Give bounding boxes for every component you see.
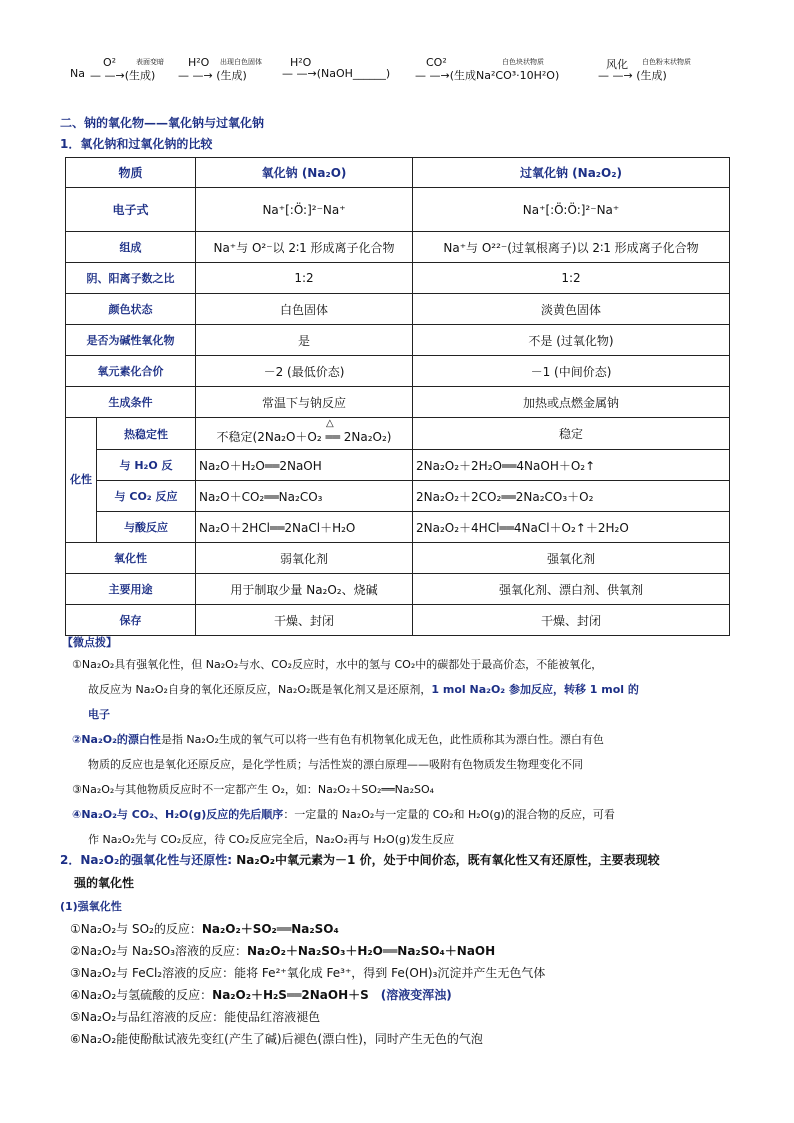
thermal-stability-na2o: 不稳定(2Na₂O＋O₂ ══ 2Na₂O₂): [216, 430, 392, 444]
note-1-line-b: 故反应为 Na₂O₂自身的氧化还原反应，Na₂O₂既是氧化剂又是还原剂，1 mol Na₂O₂ 参加反应，转移 1 mol 的: [88, 683, 639, 696]
reaction-chain: [70, 56, 790, 86]
table-row: [66, 294, 730, 325]
note-1-line-c: 电子: [88, 708, 110, 721]
prop-cell-na2o2: 2Na₂O₂＋2H₂O══4NaOH＋O₂↑: [413, 450, 730, 481]
list-item: ④Na₂O₂与氢硫酸的反应：Na₂O₂＋H₂S══2NaOH＋S (溶液变浑浊): [70, 988, 452, 1002]
table-row-prop: [66, 450, 730, 481]
table-row: [66, 574, 730, 605]
list-item: ②Na₂O₂与 Na₂SO₃溶液的反应：Na₂O₂＋Na₂SO₃＋H₂O══Na₂SO₄＋NaOH: [70, 944, 496, 958]
section-title: 二、钠的氧化物——氧化钠与过氧化钠: [60, 116, 265, 130]
chain-step4: — —→(生成Na²CO³·10H²O): [415, 69, 560, 82]
row-label: 生成条件: [66, 387, 196, 418]
prop-cell-na2o: Na₂O＋CO₂══Na₂CO₃: [196, 481, 413, 512]
cell-na2o2: 不是 (过氧化物): [413, 325, 730, 356]
cell-na2o: －2 (最低价态): [196, 356, 413, 387]
chain-o2: O²: [103, 56, 117, 69]
table-row-prop: [66, 481, 730, 512]
table-row: [66, 387, 730, 418]
notes-title: 【微点拨】: [62, 636, 117, 649]
cell-na2o: 弱氧化剂: [196, 543, 413, 574]
cell-na2o: 白色固体: [196, 294, 413, 325]
row-label: 氧化性: [66, 543, 196, 574]
cell-na2o: 用于制取少量 Na₂O₂、烧碱: [196, 574, 413, 605]
cell-na2o: Na⁺与 O²⁻以 2∶1 形成离子化合物: [196, 232, 413, 263]
table-row-prop: [66, 418, 730, 450]
prop-label: 与酸反应: [97, 512, 196, 543]
chain-na: Na: [70, 67, 85, 80]
header-na2o: 氧化钠 (Na₂O): [196, 158, 413, 188]
list-item: ⑤Na₂O₂与品红溶液的反应：能使品红溶液褪色: [70, 1010, 321, 1024]
chain-step2: — —→ (生成): [178, 69, 247, 82]
chain-co2: CO²: [426, 56, 447, 69]
chain-step4-note: 白色块状物质: [502, 58, 544, 66]
table-row: [66, 543, 730, 574]
table-row-prop: [66, 512, 730, 543]
prop-cell-na2o: Na₂O＋H₂O══2NaOH: [196, 450, 413, 481]
chain-weathering: 风化: [606, 58, 628, 71]
strong-oxidation-title: (1)强氧化性: [60, 900, 122, 913]
table-row: [66, 263, 730, 294]
list-item: ①Na₂O₂与 SO₂的反应：Na₂O₂＋SO₂══Na₂SO₄: [70, 922, 339, 936]
chain-step5: — —→ (生成): [598, 69, 667, 82]
cell-na2o2: －1 (中间价态): [413, 356, 730, 387]
cell-na2o2: 强氧化剂、漂白剂、供氧剂: [413, 574, 730, 605]
list-item: ⑥Na₂O₂能使酚酞试液先变红(产生了碱)后褪色(漂白性)，同时产生无色的气泡: [70, 1032, 483, 1046]
cell-na2o2: 干燥、封闭: [413, 605, 730, 636]
cell-na2o: 干燥、封闭: [196, 605, 413, 636]
chain-h2o-2: H²O: [290, 56, 312, 69]
row-label: 氧元素化合价: [66, 356, 196, 387]
heat-condition: △: [326, 418, 334, 429]
subsection-title-1: 1．氧化钠和过氧化钠的比较: [60, 137, 213, 151]
list-item: ③Na₂O₂与 FeCl₂溶液的反应：能将 Fe²⁺氧化成 Fe³⁺，得到 Fe(OH)₃沉淀并产生无色气体: [70, 966, 546, 980]
row-label-electron: 电子式: [66, 188, 196, 232]
cell-na2o: 常温下与钠反应: [196, 387, 413, 418]
prop-cell-na2o: Na₂O＋2HCl══2NaCl＋H₂O: [196, 512, 413, 543]
row-label: 主要用途: [66, 574, 196, 605]
note-4-line-a: ④Na₂O₂与 CO₂、H₂O(g)反应的先后顺序：一定量的 Na₂O₂与一定量的 CO₂和 H₂O(g)的混合物的反应，可看: [72, 808, 615, 821]
subsection-title-2: 2．Na₂O₂的强氧化性与还原性: Na₂O₂中氧元素为－1 价，处于中间价态，既有氧化性又有还原性，主要表现较: [60, 853, 660, 867]
table-row: [66, 232, 730, 263]
electron-formula-na2o: Na⁺[:Ö:]²⁻Na⁺: [196, 188, 413, 232]
electron-formula-na2o2: Na⁺[:Ö:Ö:]²⁻Na⁺: [413, 188, 730, 232]
row-label: 组成: [66, 232, 196, 263]
row-label: 是否为碱性氧化物: [66, 325, 196, 356]
chain-step1: — —→(生成): [90, 69, 156, 82]
header-substance: 物质: [66, 158, 196, 188]
note-3: ③Na₂O₂与其他物质反应时不一定都产生 O₂，如：Na₂O₂＋SO₂══Na₂SO₄: [72, 783, 435, 796]
comparison-table: [65, 157, 730, 636]
subsection-title-2-cont: 强的氧化性: [74, 876, 135, 890]
prop-group-label: 化性: [66, 418, 97, 543]
prop-cell-na2o2: 稳定: [413, 418, 730, 450]
note-4-line-b: 作 Na₂O₂先与 CO₂反应，待 CO₂反应完全后，Na₂O₂再与 H₂O(g)发生反应: [88, 833, 455, 846]
prop-label: 热稳定性: [97, 418, 196, 450]
cell-na2o2: Na⁺与 O²²⁻(过氧根离子)以 2∶1 形成离子化合物: [413, 232, 730, 263]
chain-step1-note: 表面变暗: [136, 58, 164, 66]
chain-step3: — —→(NaOH______): [282, 67, 391, 80]
row-label: 颜色状态: [66, 294, 196, 325]
cell-na2o2: 淡黄色固体: [413, 294, 730, 325]
note-2-line-b: 物质的反应也是氧化还原反应，是化学性质；与活性炭的漂白原理——吸附有色物质发生物理变化不同: [88, 758, 583, 771]
cell-na2o: 是: [196, 325, 413, 356]
cell-na2o: 1:2: [196, 263, 413, 294]
cell-na2o2: 1:2: [413, 263, 730, 294]
cell-na2o2: 加热或点燃金属钠: [413, 387, 730, 418]
prop-cell-na2o2: 2Na₂O₂＋2CO₂══2Na₂CO₃＋O₂: [413, 481, 730, 512]
cell-na2o2: 强氧化剂: [413, 543, 730, 574]
prop-cell-na2o2: 2Na₂O₂＋4HCl══4NaCl＋O₂↑＋2H₂O: [413, 512, 730, 543]
row-label: 阴、阳离子数之比: [66, 263, 196, 294]
table-row: [66, 605, 730, 636]
chain-h2o-1: H²O: [188, 56, 210, 69]
table-row-electron: [66, 188, 730, 232]
row-label: 保存: [66, 605, 196, 636]
prop-cell-na2o: [196, 418, 413, 450]
prop-label: 与 CO₂ 反应: [97, 481, 196, 512]
chain-step2-note: 出现白色固体: [220, 58, 262, 66]
table-header-row: [66, 158, 730, 188]
header-na2o2: 过氧化钠 (Na₂O₂): [413, 158, 730, 188]
prop-label: 与 H₂O 反: [97, 450, 196, 481]
table-row: [66, 356, 730, 387]
note-1-line-a: ①Na₂O₂具有强氧化性，但 Na₂O₂与水、CO₂反应时，水中的氢与 CO₂中的碳都处于最高价态，不能被氧化，: [72, 658, 603, 671]
chain-step5-note: 白色粉末状物质: [642, 58, 691, 66]
note-2-line-a: ②Na₂O₂的漂白性是指 Na₂O₂生成的氧气可以将一些有色有机物氧化成无色，此性质称其为漂白性。漂白有色: [72, 733, 604, 746]
table-row: [66, 325, 730, 356]
